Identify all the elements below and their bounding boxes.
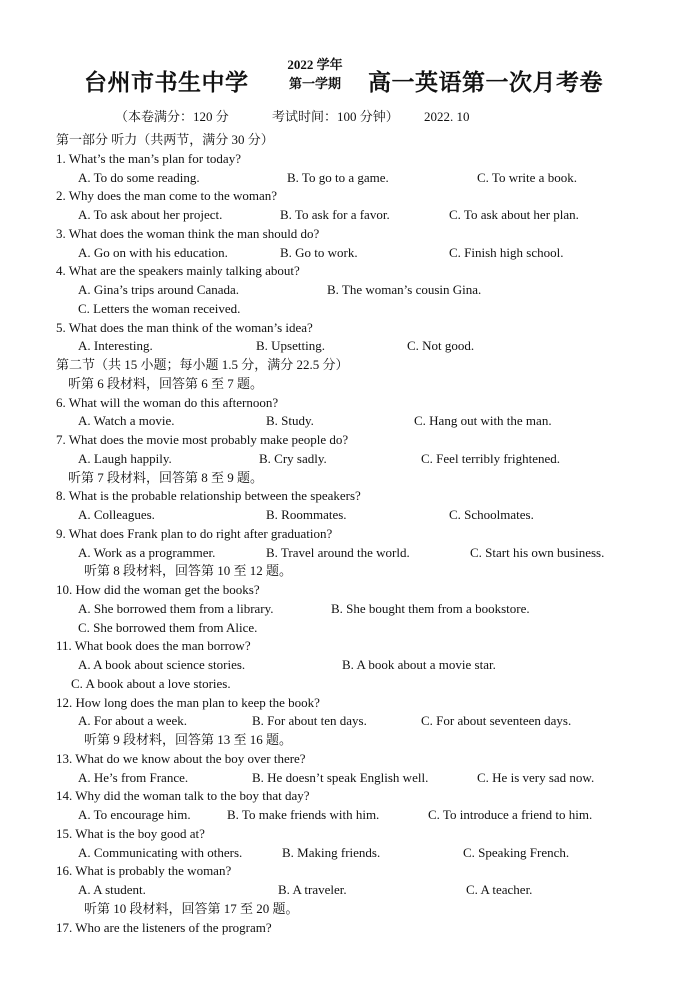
options-4 — [56, 281, 676, 300]
option-b: B. Travel around the world. — [266, 544, 410, 560]
listening-section — [56, 131, 676, 937]
options-7 — [56, 450, 676, 469]
options-12 — [56, 712, 676, 731]
option-b: B. For about ten days. — [252, 713, 367, 729]
exam-date: 2022. 10 — [424, 109, 470, 124]
school-year: 2022 学年 — [287, 57, 343, 72]
option-b: B. Upsetting. — [256, 338, 325, 354]
option-c: C. Letters the woman received. — [78, 300, 241, 316]
option-a: A. Watch a movie. — [78, 413, 175, 429]
options-2 — [56, 206, 676, 225]
question-17: 17. Who are the listeners of the program? — [56, 919, 272, 935]
term-block — [270, 55, 360, 93]
option-a: A. To encourage him. — [78, 807, 191, 822]
question-5: 5. What does the man think of the woman’s idea? — [56, 319, 313, 335]
options-11 — [56, 656, 676, 675]
option-a: A. Go on with his education. — [78, 244, 228, 260]
instruction-8: 听第 8 段材料，回答第 10 至 12 题。 — [84, 563, 293, 579]
option-a: A. For about a week. — [78, 713, 188, 729]
option-b: B. Roommates. — [266, 507, 347, 522]
options-15 — [56, 844, 676, 863]
section2-heading: 第二节（共 15 小题；每小题 1.5 分，满分 22.5 分） — [56, 357, 349, 372]
option-c: C. She borrowed them from Alice. — [78, 619, 258, 635]
semester: 第一学期 — [288, 76, 341, 91]
option-c: C. Feel terribly frightened. — [421, 450, 560, 466]
option-b: B. To go to a game. — [287, 169, 389, 185]
question-10: 10. How did the woman get the books? — [56, 582, 260, 597]
question-16: 16. What is probably the woman? — [56, 863, 232, 879]
instruction-7: 听第 7 段材料，回答第 8 至 9 题。 — [68, 469, 264, 485]
options-6 — [56, 412, 676, 431]
option-b: B. To make friends with him. — [227, 807, 380, 822]
option-c: C. Hang out with the man. — [414, 413, 552, 429]
part1-heading: 第一部分 听力（共两节，满分 30 分） — [56, 132, 274, 147]
options-4-c — [56, 300, 676, 319]
option-c: C. A book about a love stories. — [71, 675, 231, 691]
exam-meta — [115, 106, 470, 125]
question-4: 4. What are the speakers mainly talking about? — [56, 263, 300, 279]
option-a: A. Work as a programmer. — [78, 544, 216, 560]
option-a: A. He’s from France. — [78, 769, 189, 785]
option-b: B. She bought them from a bookstore. — [331, 600, 530, 616]
option-a: A. Interesting. — [78, 338, 153, 354]
question-9: 9. What does Frank plan to do right after graduation? — [56, 525, 333, 541]
question-7: 7. What does the movie most probably make people do? — [56, 432, 349, 447]
options-5 — [56, 337, 676, 356]
option-a: A. Colleagues. — [78, 507, 155, 522]
question-6: 6. What will the woman do this afternoon? — [56, 394, 279, 410]
option-b: B. A book about a movie star. — [342, 657, 496, 672]
option-a: A. Laugh happily. — [78, 450, 172, 466]
options-16 — [56, 881, 676, 900]
options-3 — [56, 244, 676, 263]
option-c: C. For about seventeen days. — [421, 713, 572, 729]
option-c: C. Speaking French. — [463, 844, 570, 860]
question-11: 11. What book does the man borrow? — [56, 638, 251, 654]
instruction-9: 听第 9 段材料，回答第 13 至 16 题。 — [84, 732, 293, 747]
option-b: B. He doesn’t speak English well. — [252, 769, 429, 785]
option-c: C. To introduce a friend to him. — [428, 807, 593, 822]
option-b: B. To ask for a favor. — [280, 207, 390, 222]
question-14: 14. Why did the woman talk to the boy that day? — [56, 788, 310, 804]
options-10 — [56, 600, 676, 619]
option-b: B. Go to work. — [280, 244, 358, 260]
full-score: （本卷满分：120 分 — [115, 109, 229, 124]
question-15: 15. What is the boy good at? — [56, 825, 205, 841]
option-a: A. A student. — [78, 882, 146, 897]
instruction-10: 听第 10 段材料，回答第 17 至 20 题。 — [84, 900, 299, 916]
options-11-c — [56, 675, 676, 694]
option-a: A. Gina’s trips around Canada. — [78, 282, 240, 297]
option-c: C. He is very sad now. — [477, 769, 595, 785]
question-12: 12. How long does the man plan to keep the book? — [56, 694, 320, 710]
option-a: A. A book about science stories. — [78, 657, 246, 672]
option-a: A. To ask about her project. — [78, 207, 223, 222]
question-3: 3. What does the woman think the man should do? — [56, 225, 320, 241]
options-14 — [56, 806, 676, 825]
option-a: A. To do some reading. — [78, 169, 200, 185]
option-c: C. Finish high school. — [449, 244, 564, 260]
question-2: 2. Why does the man come to the woman? — [56, 188, 278, 204]
question-13: 13. What do we know about the boy over there? — [56, 750, 306, 766]
options-13 — [56, 769, 676, 788]
instruction-6: 听第 6 段材料，回答第 6 至 7 题。 — [68, 375, 264, 391]
option-b: B. A traveler. — [278, 882, 347, 897]
options-10-c — [56, 619, 676, 638]
option-a: A. Communicating with others. — [78, 844, 243, 860]
options-1 — [56, 169, 676, 188]
option-b: B. Study. — [266, 413, 314, 429]
option-b: B. Making friends. — [282, 844, 381, 860]
options-8 — [56, 506, 676, 525]
question-1: 1. What’s the man’s plan for today? — [56, 150, 241, 166]
option-c: C. To ask about her plan. — [449, 207, 579, 222]
option-b: B. The woman’s cousin Gina. — [327, 282, 482, 297]
question-8: 8. What is the probable relationship between the speakers? — [56, 488, 361, 504]
exam-duration: 考试时间：100 分钟） — [272, 109, 399, 124]
school-name: 台州市书生中学 — [84, 70, 249, 95]
option-a: A. She borrowed them from a library. — [78, 600, 274, 616]
option-c: C. Schoolmates. — [449, 507, 534, 522]
option-c: C. Not good. — [407, 338, 475, 354]
option-c: C. Start his own business. — [470, 544, 605, 560]
option-b: B. Cry sadly. — [259, 450, 327, 466]
option-c: C. A teacher. — [466, 882, 533, 897]
exam-header — [0, 56, 696, 100]
options-9 — [56, 544, 676, 563]
option-c: C. To write a book. — [477, 169, 577, 185]
exam-title: 高一英语第一次月考卷 — [368, 70, 603, 95]
